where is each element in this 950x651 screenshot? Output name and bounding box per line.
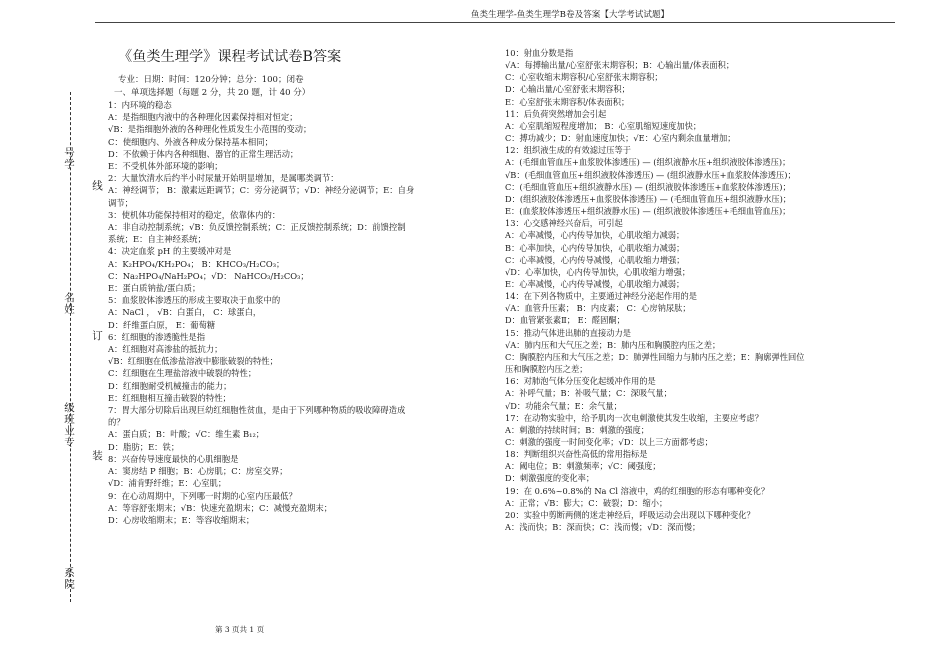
question-line: 7：胃大部分切除后出现巨幼红细胞性贫血，是由于下列哪种物质的吸收障碍造成 [108, 405, 406, 416]
question-line: 13：心交感神经兴奋后，可引起 [505, 218, 623, 229]
question-line: D：红细胞耐受机械撞击的能力； [108, 380, 232, 391]
question-line: A：补呼气量；B：补吸气量；C：深吸气量； [505, 388, 672, 399]
question-line: A：K₂HPO₄/KH₂PO₄； B：KHCO₃/H₂CO₃； [108, 258, 285, 269]
page-footer: 第 3 页共 1 页 [215, 625, 265, 634]
question-line: D：脂肪；E：铁； [108, 441, 180, 452]
question-line: C：心率减慢，心内传导减慢，心肌收缩力增强； [505, 254, 685, 265]
question-line: √A：血管升压素； B：内皮素； C：心房钠尿肽； [505, 303, 691, 314]
question-line: 9：在心动周期中，下列哪一时期的心室内压最低？ [108, 490, 297, 501]
exam-meta: 专业：日期：时间：120分钟；总分：100；闭卷 [118, 75, 304, 85]
question-line: A：心率减慢，心内传导加快，心肌收缩力减弱； [505, 230, 685, 241]
question-line: A：红细胞对高渗盐的抵抗力； [108, 344, 223, 355]
question-line: 系统；E：自主神经系统； [108, 234, 206, 245]
left-question-list [108, 99, 493, 526]
right-column [505, 47, 900, 533]
question-line: D：心房收缩期末；E：等容收缩期末； [108, 514, 255, 525]
question-line: A：(毛细血管血压+血浆胶体渗透压) — (组织液静水压+组织液胶体渗透压)； [505, 157, 791, 168]
question-line: A：非自动控制系统；√B：负反馈控制系统；C：正反馈控制系统；D：前馈控制 [108, 222, 406, 233]
side-label-line: 线 [91, 180, 103, 192]
question-line: E：心率减慢，心内传导减慢，心肌收缩力减弱； [505, 278, 685, 289]
question-line: A：窦房结 P 细胞；B：心房肌；C：房室交界； [108, 466, 288, 477]
question-line: 14：在下列各物质中，主要通过神经分泌起作用的是 [505, 291, 697, 302]
question-line: A：神经调节； B：激素远距调节；C：旁分泌调节；√D：神经分泌调节；E：自身 [108, 185, 415, 196]
question-line: A：浅而快；B：深而快；C：浅而慢；√D：深而慢； [505, 522, 701, 533]
question-line: D：不依赖于体内各种细胞、器官的正常生理活动； [108, 148, 299, 159]
question-line: A：刺激的持续时间；B：刺激的强度； [505, 424, 650, 435]
question-line: √B：是指细胞外液的各种理化性质发生小范围的变动； [108, 124, 312, 135]
question-line: B：心率加快，心内传导加快，心肌收缩力减弱； [505, 242, 685, 253]
question-line: 3：使机体功能保持相对的稳定，依靠体内的： [108, 209, 281, 220]
question-line: 12：组织液生成的有效滤过压等于 [505, 145, 631, 156]
side-label-name: 名姓 [63, 292, 75, 315]
right-question-list [505, 47, 900, 533]
question-line: 15：推动气体进出肺的直接动力是 [505, 327, 631, 338]
side-label-student-id: 号学 [63, 147, 75, 170]
question-line: D：纤维蛋白原， E：葡萄糖 [108, 319, 216, 330]
question-line: A：心室肌缩短程度增加； B：心室肌缩短速度加快； [505, 120, 702, 131]
question-line: 6：红细胞的渗透脆性是指 [108, 331, 206, 342]
question-line: E：心室舒张末期容积/体表面积； [505, 96, 630, 107]
header-rule [95, 22, 895, 23]
section-heading: 一、单项选择题（每题 2 分，共 20 题，计 40 分） [114, 87, 311, 98]
question-line: 的？ [108, 417, 125, 428]
question-line: 2：大量饮清水后约半小时尿量开始明显增加，是属哪类调节： [108, 173, 339, 184]
question-line: C：搏功减少；D：射血速度加快；√E：心室内剩余血量增加； [505, 133, 736, 144]
question-line: 压和胸膜腔内压之差； [505, 364, 588, 375]
question-line: 16：对肺泡气体分压变化起缓冲作用的是 [505, 376, 656, 387]
question-line: 20：实验中剪断两侧的迷走神经后，呼吸运动会出现以下哪种变化？ [505, 509, 755, 520]
page-header: 鱼类生理学-鱼类生理学B卷及答案【大学考试试题】 [470, 10, 670, 20]
side-label-seal: 订 [91, 330, 103, 342]
question-line: √B：(毛细血管血压+组织液胶体渗透压) — (组织液静水压+血浆胶体渗透压)； [505, 169, 796, 180]
question-line: C：(毛细血管血压+组织液静水压) — (组织液胶体渗透压+血浆胶体渗透压)； [505, 181, 791, 192]
question-line: D：刺激强度的变化率； [505, 473, 595, 484]
question-line: 1：内环境的稳态 [108, 100, 172, 110]
question-line: √B：红细胞在低渗盐溶液中膨胀破裂的特性； [108, 356, 278, 367]
question-line: √A：每搏输出量/心室舒张末期容积；B：心输出量/体表面积； [505, 60, 735, 71]
question-line: A：是指细胞内液中的各种理化因素保持相对恒定； [108, 112, 298, 123]
question-line: A：正常；√B：膨大；C：破裂；D：缩小； [505, 497, 668, 508]
question-line: E：红细胞相互撞击破裂的特性； [108, 392, 231, 403]
question-line: 19：在 0.6%~0.8%的 Na Cl 溶液中，鸡的红细胞的形态有哪种变化？ [505, 485, 770, 496]
side-label-department: 系院 [63, 567, 75, 590]
question-line: A：阈电位；B：刺激频率；√C：阈强度； [505, 461, 661, 472]
question-line: 11：后负荷突然增加会引起 [505, 108, 607, 119]
question-line: C：红细胞在生理盐溶液中破裂的特性； [108, 368, 257, 379]
question-line: √D：心率加快，心内传导加快，心肌收缩力增强； [505, 266, 691, 277]
question-line: 17：在动物实验中，给予肌肉一次电刺激使其发生收缩，主要应考虑？ [505, 412, 763, 423]
question-line: √A：肺内压和大气压之差；B：肺内压和胸膜腔内压之差； [505, 339, 721, 350]
question-line: C：心室收缩末期容积/心室舒张末期容积； [505, 72, 663, 83]
question-line: 10：射血分数是指 [505, 48, 574, 58]
question-line: √D：功能余气量；E：余气量； [505, 400, 622, 411]
question-line: √D：浦肯野纤维；E：心室肌； [108, 478, 227, 489]
question-line: C：Na₂HPO₄/NaH₂PO₄；√D： NaHCO₃/H₂CO₃； [108, 270, 309, 281]
question-line: A：等容舒张期末；√B：快速充盈期末；C：减慢充盈期末； [108, 502, 333, 513]
question-line: C：使细胞内、外液各种成分保持基本相同； [108, 136, 273, 147]
question-line: A：NaCl ， √B：白蛋白， C：球蛋白， [108, 307, 262, 318]
question-line: D：血管紧张素Ⅱ； E：醛固酮； [505, 315, 625, 326]
question-line: D：(组织液胶体渗透压+血浆胶体渗透压) — (毛细血管血压+组织液静水压)； [505, 193, 792, 204]
question-line: D：心输出量/心室舒张末期容积； [505, 84, 630, 95]
question-line: 8：兴奋传导速度最快的心肌细胞是 [108, 453, 239, 464]
binding-margin [60, 92, 110, 612]
question-line: 4：决定血浆 pH 的主要缓冲对是 [108, 246, 232, 257]
question-line: E：不受机体外部环境的影响； [108, 161, 223, 172]
side-label-class-major: 级班业专 [63, 402, 75, 448]
question-line: C：刺激的强度一时间变化率；√D：以上三方面都考虑； [505, 437, 713, 447]
question-line: 调节； [108, 197, 134, 208]
question-line: 18：判断组织兴奋性高低的常用指标是 [505, 449, 648, 460]
question-line: E：(血浆胶体渗透压+组织液静水压) — (组织液胶体渗透压+毛细血管血压)； [505, 206, 791, 217]
question-line: 5：血浆胶体渗透压的形成主要取决于血浆中的 [108, 295, 281, 306]
page-title: 《鱼类生理学》课程考试试卷B答案 [118, 49, 342, 65]
left-column [108, 48, 493, 526]
question-line: A：蛋白质；B：叶酸；√C：维生素 B₁₂； [108, 429, 265, 440]
question-line: E：蛋白质钠盐/蛋白质； [108, 283, 201, 294]
question-line: C：胸膜腔内压和大气压之差；D：肺弹性回缩力与肺内压之差；E：胸廓弹性回位 [505, 351, 805, 362]
side-label-bind: 装 [91, 450, 103, 462]
